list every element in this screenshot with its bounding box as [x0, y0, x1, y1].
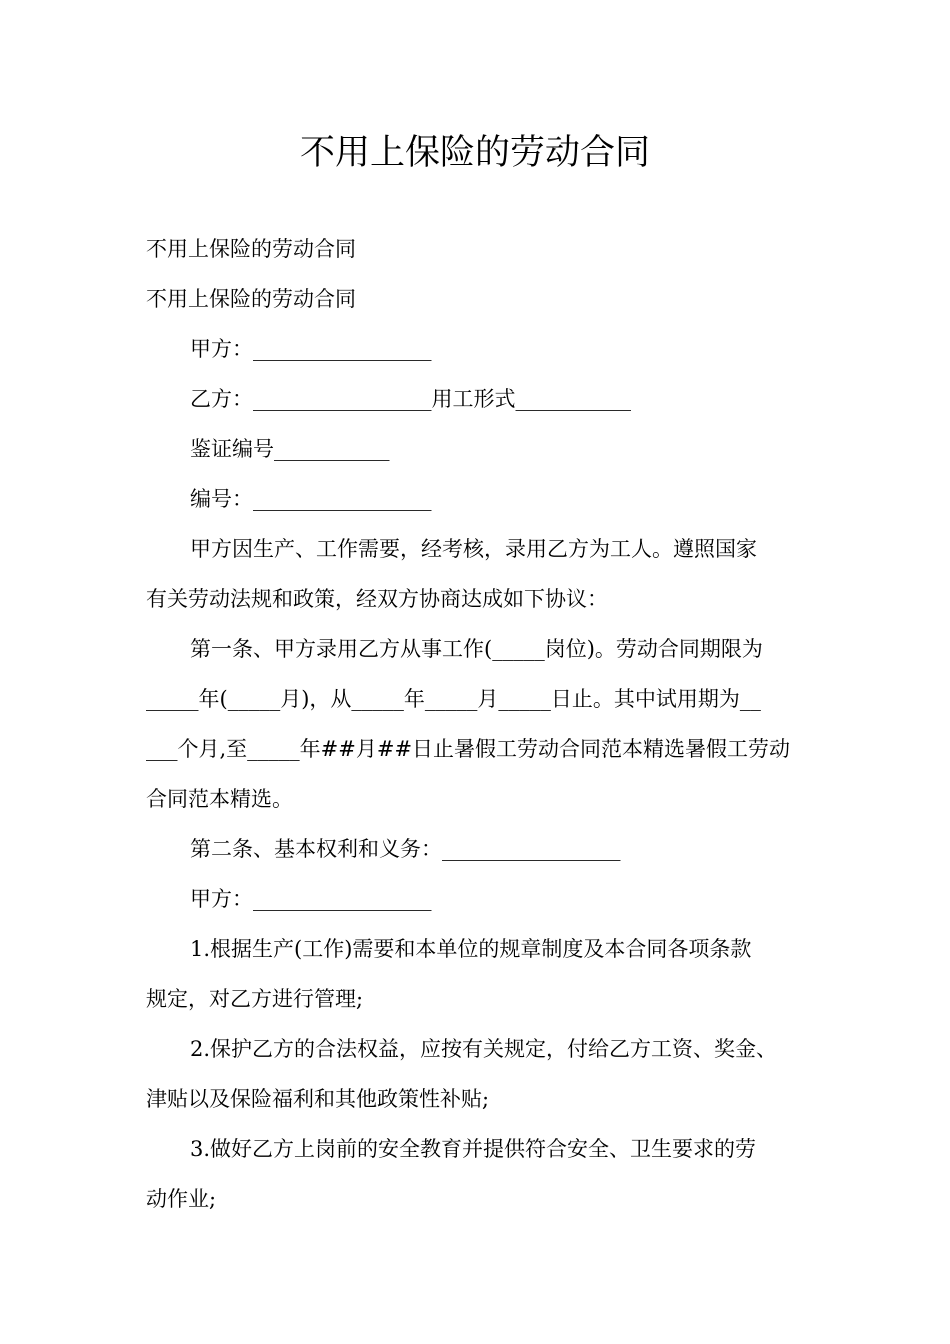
party-a-duties-heading: 甲方：_________________: [190, 887, 432, 911]
duty-item-line: 动作业;: [146, 1187, 217, 1211]
article-one-line: _____年(_____月)，从_____年_____月_____日止。其中试用期为__: [146, 687, 761, 711]
duty-item-line: 1.根据生产(工作)需要和本单位的规章制度及本合同各项条款: [190, 937, 752, 961]
body-text-line: 甲方因生产、工作需要，经考核，录用乙方为工人。遵照国家: [190, 537, 757, 561]
article-two-line: 第二条、基本权利和义务：_________________: [190, 837, 621, 861]
number-line: 编号：_________________: [190, 487, 432, 511]
duty-item-line: 3.做好乙方上岗前的安全教育并提供符合安全、卫生要求的劳: [190, 1137, 757, 1161]
document-title: 不用上保险的劳动合同: [299, 133, 650, 173]
duty-item-line: 津贴以及保险福利和其他政策性补贴;: [146, 1087, 490, 1111]
subtitle-line: 不用上保险的劳动合同: [146, 287, 356, 311]
duty-item-line: 规定，对乙方进行管理;: [146, 987, 364, 1011]
party-a-line: 甲方：_________________: [190, 337, 432, 361]
party-b-line: 乙方：_________________用工形式___________: [190, 387, 631, 411]
article-one-line: ___个月,至_____年##月##日止暑假工劳动合同范本精选暑假工劳动: [146, 737, 791, 761]
article-one-line: 合同范本精选。: [146, 787, 293, 811]
duty-item-line: 2.保护乙方的合法权益，应按有关规定，付给乙方工资、奖金、: [190, 1037, 778, 1061]
article-one-line: 第一条、甲方录用乙方从事工作(_____岗位)。劳动合同期限为: [190, 637, 763, 661]
verification-number-line: 鉴证编号___________: [190, 437, 390, 461]
body-text-line: 有关劳动法规和政策，经双方协商达成如下协议：: [146, 587, 608, 611]
subtitle-line: 不用上保险的劳动合同: [146, 237, 356, 261]
